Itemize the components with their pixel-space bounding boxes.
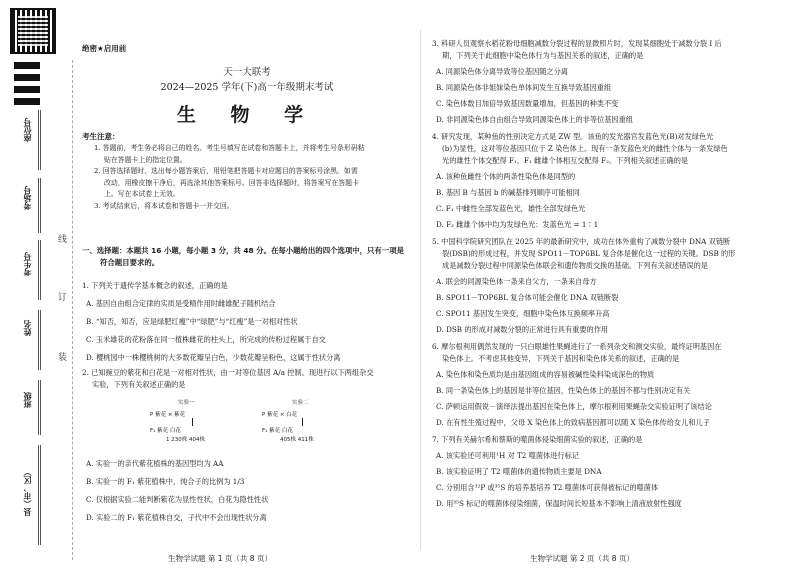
option-b: B. 实验一的 F₁ 紫花植株中，纯合子的比例为 1/3 — [86, 477, 245, 486]
option-b: B. SPO11－TOP6BL 复合体可能会催化 DNA 双链断裂 — [436, 293, 619, 302]
option-a: A. 基因自由组合定律的实质是受精作用时雌雄配子随机结合 — [86, 299, 276, 308]
option-a: A. 联会的同源染色体一条来自父方，一条来自母方 — [436, 277, 597, 286]
option-c: C. 分别用含³²P 或³⁵S 的培养基培养 T2 噬菌体可获得被标记的噬菌体 — [436, 483, 659, 492]
option-b: B. 基因 B 与基因 b 的碱基排列顺序可能相同 — [436, 188, 580, 197]
question-4: 4. 研究发现，某种鱼的性别决定方式是 ZW 型。该鱼的发光器官发蓝色光(B)对发绿色光 (b)为显性，这对等位基因只位于 Z 染色体上。现有一条发蓝色光的雌性个体与一条发绿色 光的雄性个体交配得 F₁，F₁ 雌雄个体相互交配得 F₂。下列相关叙述正确的是 A. 该种鱼雌性个体的两条性染色体是同型的 B. 基因 B 与基因 b 的碱基排列顺序可能相同 C. F₁ 中雌性全部发蓝色光，雄性全部发绿色光 D. F₂ 雌雄个体中均为发绿色光：发蓝色光 = 1∶1 — [432, 131, 784, 231]
room-number-label: 考场号 — [23, 186, 32, 210]
option-a: A. 同源染色体分离导致等位基因随之分离 — [436, 67, 568, 76]
option-d: D. 樱桃园中一株樱桃树的大多数花瓣呈白色，少数花瓣呈粉色，这属于性状分离 — [86, 353, 341, 362]
experiment-two-f1: F₁ 紫花 白花 — [262, 428, 293, 434]
option-d: D. DSB 的形成对减数分裂的正常进行具有重要的作用 — [436, 325, 609, 334]
option-c: C. 玉米雄花的花粉落在同一植株雌花的柱头上，所完成的传粉过程属于自交 — [86, 335, 326, 344]
binding-strip — [0, 0, 78, 579]
notice-line: 2. 回答选择题时，选出每小题答案后，用铅笔把答题卡对应题目的答案标号涂黑。如需 — [94, 167, 358, 176]
experiment-one-parents: P 紫花 × 紫花 — [150, 412, 186, 418]
question-2-options — [82, 458, 412, 524]
notice-line: 改动，用橡皮擦干净后，再选涂其他答案标号。回答非选择题时，将答案写在答题卡 — [104, 178, 359, 187]
option-a: A. 该实验还可利用¹H 对 T2 噬菌体进行标记 — [436, 451, 579, 460]
question-1 — [82, 280, 412, 364]
notice-title: 考生注意： — [82, 132, 120, 141]
footer-page-2: 生物学试题 第 2 页（共 8 页） — [530, 554, 634, 563]
experiment-two-counts: 405株 411株 — [280, 437, 314, 443]
option-c: C. F₁ 中雌性全部发蓝色光，雄性全部发绿色光 — [436, 204, 586, 213]
column-divider — [420, 30, 421, 550]
county-label: 县（市、区） — [23, 468, 32, 516]
notice-line: 1. 答题前，考生务必将自己的姓名、考生号填写在试卷和答题卡上，并将考生号条形码粘 — [94, 144, 365, 152]
exam-title: 2024—2025 学年(下)高一年级期末考试 — [160, 82, 334, 93]
right-column — [432, 38, 784, 510]
notice-line: 3. 考试结束后，将本试卷和答题卡一并交回。 — [94, 201, 234, 210]
question-6: 6. 摩尔根利用偶然发现的一只白眼雄性果蝇进行了一系列杂交和测交实验，最终证明基因在 染色体上。不考虑其他变异，下列关于基因和染色体关系的叙述，正确的是 A. 染色体和染色质均是由基因组成的容易被碱性染料染成深色的物质 B. 同一条染色体上的基因是非等位基因，性染色体上的基因不都与性别决定有关 C. 萨顿运用假说－演绎法提出基因在染色体上，摩尔根利用果蝇杂交实验证明了该结论 D. 在有性生殖过程中，父母 X 染色体上的致病基因都可以随 X 染色体传给女儿和儿子 — [432, 341, 784, 429]
barcode-mark — [14, 98, 40, 105]
name-label: 姓名 — [23, 320, 32, 336]
class-label: 班级 — [23, 392, 32, 408]
section-heading: 一、选择题：本题共 16 小题，每小题 3 分，共 48 分。在每小题给出的四个选项中，只有一项是 符合题目要求的。 — [82, 246, 404, 267]
confidential-mark: 绝密★启用前 — [82, 44, 127, 53]
option-b: B. 同一条染色体上的基因是非等位基因，性染色体上的基因不都与性别决定有关 — [436, 386, 691, 395]
option-c: C. 萨顿运用假说－演绎法提出基因在染色体上，摩尔根利用果蝇杂交实验证明了该结论 — [436, 402, 712, 411]
question-2 — [82, 367, 412, 391]
experiment-one-f1: F₁ 紫花 白花 — [150, 428, 181, 434]
question-7: 7. 下列有关赫尔希和蔡斯的噬菌体侵染细菌实验的叙述，正确的是 A. 该实验还可利用¹H 对 T2 噬菌体进行标记 B. 该实验证明了 T2 噬菌体的遗传物质主要是 DNA C. 分别用含³²P 或³⁵S 的培养基培养 T2 噬菌体可获得被标记的噬菌体 D. 用³⁵S 标记的噬菌体侵染细菌，保温时间长短基本不影响上清液放射性强度 — [432, 434, 784, 510]
question-stem: 1. 下列关于遗传学基本概念的叙述，正确的是 — [82, 281, 228, 290]
option-b: B. 同源染色体非姐妹染色单体间发生互换导致基因重组 — [436, 83, 612, 92]
candidate-number-label: 考生号 — [23, 252, 32, 276]
question-5: 5. 中国科学院研究团队在 2025 年的最新研究中，成功在体外重构了减数分裂中 DNA 双链断 裂(DSB)的形成过程，并发现 SPO11－TOP6BL 复合体是催化这一过程的关键。DSB 的形 成是减数分裂过程中同源染色体联会和遗传物质交换的基础。下列有关叙述错误的是 A. 联会的同源染色体一条来自父方，一条来自母方 B. SPO11－TOP6BL 复合体可能会催化 DNA 双链断裂 C. SPO11 基因发生突变，细胞中染色体互换频率升高 D. DSB 的形成对减数分裂的正常进行具有重要的作用 — [432, 236, 784, 336]
cross-experiments — [150, 398, 400, 446]
barcode-mark — [14, 74, 40, 81]
option-d: D. 实验二的 F₁ 紫花植株自交，子代中不会出现性状分离 — [86, 513, 267, 522]
option-a: A. 实验一的亲代紫花植株的基因型均为 AA — [86, 459, 224, 468]
option-d: D. 非同源染色体自由组合导致同源染色体上的非等位基因重组 — [436, 115, 633, 124]
qr-code — [10, 8, 56, 54]
option-b: B. 该实验证明了 T2 噬菌体的遗传物质主要是 DNA — [436, 467, 602, 476]
notice-body — [94, 143, 410, 213]
seat-number-label: 座位号 — [23, 118, 32, 142]
experiment-two-title: 实验二 — [292, 400, 309, 406]
question-stem: 实验，下列有关叙述正确的是 — [92, 380, 186, 389]
barcode-mark — [14, 86, 40, 93]
subject-title: 生 物 学 — [176, 104, 318, 126]
experiment-one-title: 实验一 — [178, 400, 195, 406]
question-3: 3. 科研人员观察水稻花粉母细胞减数分裂过程的显微照片时，发现某细胞处于减数分裂 Ⅰ 后 期，下列关于此细胞中染色体行为与基因关系的叙述，正确的是 A. 同源染色体分离导致等位基因随之分离 B. 同源染色体非姐妹染色单体间发生互换导致基因重组 C. 染色体数目加倍导致基因数量增加，但基因的种类不变 D. 非同源染色体自由组合导致同源染色体上的非等位基因重组 — [432, 38, 784, 126]
experiment-two-parents: P 紫花 × 白花 — [262, 412, 298, 418]
cut-line — [72, 60, 73, 560]
option-d: D. F₂ 雌雄个体中均为发绿色光：发蓝色光 = 1∶1 — [436, 220, 599, 229]
barcode-mark — [14, 62, 40, 69]
binding-mark-order: 订 — [58, 293, 68, 303]
footer-page-1: 生物学试题 第 1 页（共 8 页） — [168, 554, 272, 563]
binding-mark-line: 线 — [58, 235, 68, 245]
option-a: A. 该种鱼雌性个体的两条性染色体是同型的 — [436, 172, 576, 181]
option-c: C. SPO11 基因发生突变，细胞中染色体互换频率升高 — [436, 309, 610, 318]
notice-line: 上。写在本试卷上无效。 — [104, 190, 180, 199]
option-c: C. 仅根据实验二能判断紫花为显性性状，白花为隐性性状 — [86, 495, 269, 504]
notice-line: 贴在答题卡上的指定位置。 — [104, 155, 187, 164]
option-b: B. “知否，知否，应是绿肥红瘦”中“绿肥”与“红瘦”是一对相对性状 — [86, 317, 298, 326]
option-a: A. 染色体和染色质均是由基因组成的容易被碱性染料染成深色的物质 — [436, 370, 655, 379]
exam-org: 天一大联考 — [223, 67, 271, 78]
option-d: D. 在有性生殖过程中，父母 X 染色体上的致病基因都可以随 X 染色体传给女儿和儿子 — [436, 418, 710, 427]
option-c: C. 染色体数目加倍导致基因数量增加，但基因的种类不变 — [436, 99, 619, 108]
option-d: D. 用³⁵S 标记的噬菌体侵染细菌，保温时间长短基本不影响上清液放射性强度 — [436, 499, 682, 508]
binding-mark-pack: 装 — [58, 353, 68, 363]
experiment-one-counts: 1 230株 404株 — [166, 437, 205, 443]
question-stem: 2. 已知豌豆的紫花和白花是一对相对性状，由一对等位基因 A/a 控制。现进行以下两组杂交 — [82, 368, 374, 377]
